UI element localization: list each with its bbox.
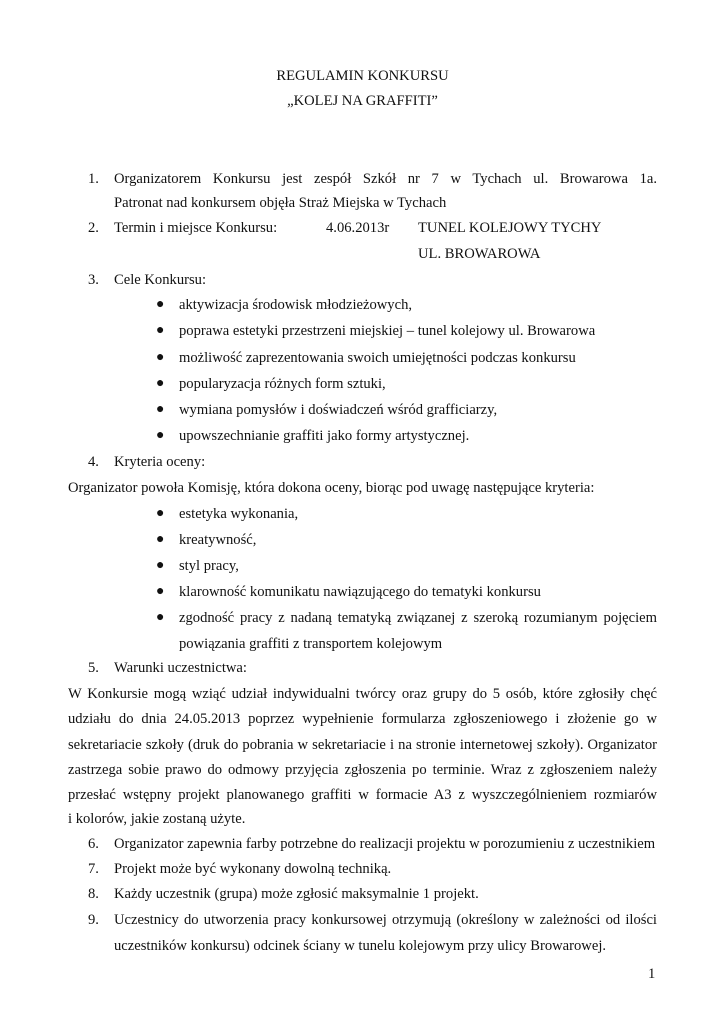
section-number: 1. — [88, 171, 99, 187]
paragraph-line: W Konkursie mogą wziąć udział indywidualni twórcy oraz grupy do 5 osób, które zgłosiły chęć — [68, 686, 657, 702]
list-item: wymiana pomysłów i doświadczeń wśród grafficiarzy, — [179, 402, 498, 418]
contest-place: TUNEL KOLEJOWY TYCHY — [418, 220, 602, 236]
section-label: Warunki uczestnictwa: — [114, 660, 247, 676]
paragraph-line: zastrzega sobie prawo do odmowy przyjęcia zgłoszenia po terminie. Wraz z zgłoszeniem należy — [68, 762, 657, 778]
bullet-icon: ● — [156, 428, 165, 443]
section-number: 5. — [88, 660, 99, 676]
section-text: Każdy uczestnik (grupa) może zgłosić maksymalnie 1 projekt. — [114, 886, 479, 902]
section-number: 8. — [88, 886, 99, 902]
bullet-icon: ● — [156, 323, 165, 338]
paragraph-line: sekretariacie szkoły (druk do pobrania w sekretariacie i na stronie internetowej szkoły). Organizator — [68, 737, 657, 753]
section-text: Projekt może być wykonany dowolną techniką. — [114, 861, 392, 877]
list-item: możliwość zaprezentowania swoich umiejętności podczas konkursu — [179, 350, 576, 366]
section-number: 7. — [88, 861, 99, 877]
bullet-icon: ● — [156, 376, 165, 391]
section-number: 4. — [88, 454, 99, 470]
list-item: aktywizacja środowisk młodzieżowych, — [179, 297, 413, 313]
list-item: popularyzacja różnych form sztuki, — [179, 376, 386, 392]
bullet-icon: ● — [156, 297, 165, 312]
section-text: Organizator zapewnia farby potrzebne do realizacji projektu w porozumieniu z uczestnikiem — [114, 836, 656, 852]
list-item: klarowność komunikatu nawiązującego do tematyki konkursu — [179, 584, 541, 600]
section-text: Uczestnicy do utworzenia pracy konkursowej otrzymują (określony w zależności od ilości — [114, 912, 657, 928]
document-subtitle: „KOLEJ NA GRAFFITI” — [287, 93, 438, 109]
section-intro: Organizator powoła Komisję, która dokona oceny, biorąc pod uwagę następujące kryteria: — [68, 480, 595, 496]
list-item: upowszechnianie graffiti jako formy artystycznej. — [179, 428, 470, 444]
paragraph-line: i kolorów, jakie zostaną użyte. — [68, 811, 246, 827]
document-title: REGULAMIN KONKURSU — [276, 68, 449, 84]
section-label: Cele Konkursu: — [114, 272, 207, 288]
bullet-icon: ● — [156, 506, 165, 521]
bullet-icon: ● — [156, 402, 165, 417]
section-label: Termin i miejsce Konkursu: — [114, 220, 278, 236]
list-item: styl pracy, — [179, 558, 239, 574]
section-number: 9. — [88, 912, 99, 928]
bullet-icon: ● — [156, 350, 165, 365]
contest-date: 4.06.2013r — [326, 220, 390, 236]
section-text: uczestników konkursu) odcinek ściany w tunelu kolejowym przy ulicy Browarowej. — [114, 938, 607, 954]
bullet-icon: ● — [156, 532, 165, 547]
section-number: 3. — [88, 272, 99, 288]
section-number: 6. — [88, 836, 99, 852]
section-label: Kryteria oceny: — [114, 454, 206, 470]
page-number: 1 — [648, 966, 656, 982]
bullet-icon: ● — [156, 558, 165, 573]
section-text: Patronat nad konkursem objęła Straż Miejska w Tychach — [114, 195, 447, 211]
contest-place: UL. BROWAROWA — [418, 246, 541, 262]
paragraph-line: przesłać wstępny projekt planowanego graffiti w formacie A3 z wyszczególnieniem rozmiarów — [68, 787, 657, 803]
list-item: kreatywność, — [179, 532, 257, 548]
section-text: Organizatorem Konkursu jest zespół Szkół nr 7 w Tychach ul. Browarowa 1a. — [114, 171, 657, 187]
bullet-icon: ● — [156, 610, 165, 625]
list-item: poprawa estetyki przestrzeni miejskiej – tunel kolejowy ul. Browarowa — [179, 323, 596, 339]
bullet-icon: ● — [156, 584, 165, 599]
list-item: estetyka wykonania, — [179, 506, 299, 522]
list-item-continuation: powiązania graffiti z transportem kolejowym — [179, 636, 443, 652]
list-item: zgodność pracy z nadaną tematyką związanej z szeroką rozumianym pojęciem — [179, 610, 657, 626]
section-number: 2. — [88, 220, 99, 236]
paragraph-line: udziału do dnia 24.05.2013 poprzez wypełnienie formularza zgłoszeniowego i złożenie go w — [68, 711, 657, 727]
